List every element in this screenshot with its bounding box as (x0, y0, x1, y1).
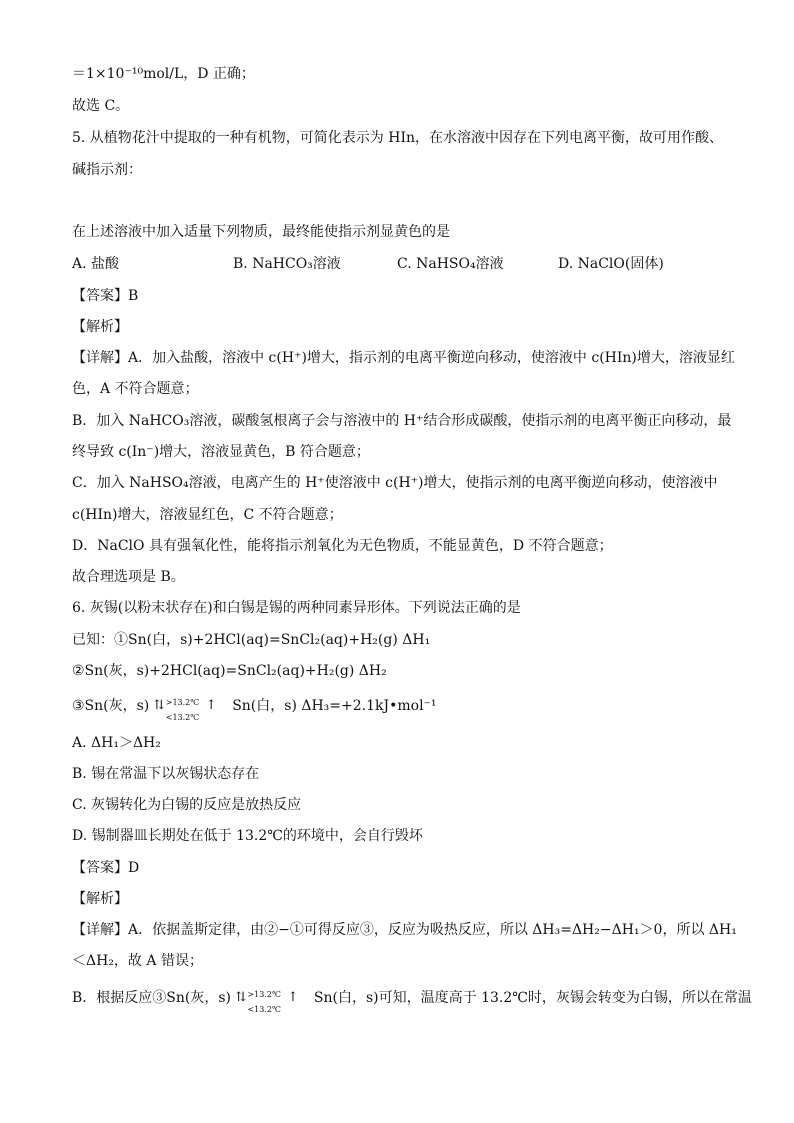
question-6-stem: 6. 灰锡(以粉末状存在)和白锡是锡的两种同素异形体。下列说法正确的是 (72, 600, 521, 616)
equation-3-left: ③Sn(灰，s) (72, 698, 150, 714)
equation-3-right: Sn(白，s) ΔH₃=+2.1kJ•mol⁻¹ (232, 698, 437, 714)
option-b: B. NaHCO₃溶液 (233, 256, 341, 272)
text-line: D．NaClO 具有强氧化性，能将指示剂氧化为无色物质，不能显黄色，D 不符合题意； (72, 538, 613, 554)
analysis-label: 【解析】 (72, 319, 128, 335)
text-right: Sn(白，s)可知，温度高于 13.2℃时，灰锡会转变为白锡，所以在常温 (313, 990, 752, 1006)
text-line: 碱指示剂： (72, 162, 142, 178)
text-left: B．根据反应③Sn(灰，s) (72, 990, 232, 1006)
option-c: C. 灰锡转化为白锡的反应是放热反应 (72, 797, 302, 813)
text-line (72, 988, 752, 1014)
text-line: c(HIn)增大，溶液显红色，C 不符合题意； (72, 507, 343, 523)
equilibrium-arrow-icon: ⇅ >13.2℃ <13.2℃ ↑ (154, 696, 228, 716)
arrow-bottom-condition: <13.2℃ (165, 713, 200, 722)
arrow-top-condition: >13.2℃ (165, 698, 200, 707)
text-line: 色，A 不符合题意； (72, 381, 199, 397)
option-a: A. 盐酸 (72, 256, 120, 272)
text-line: 故选 C。 (72, 98, 130, 114)
question-5-options (72, 254, 722, 274)
option-d: D. NaClO(固体) (558, 256, 664, 272)
option-c: C. NaHSO₄溶液 (397, 256, 504, 272)
text-line: B．加入 NaHCO₃溶液，碳酸氢根离子会与溶液中的 H⁺结合形成碳酸，使指示剂的电离平衡正向移动，最 (72, 413, 732, 429)
analysis-label: 【解析】 (72, 891, 128, 907)
text-line: 在上述溶液中加入适量下列物质，最终能使指示剂显黄色的是 (72, 224, 450, 240)
question-5-stem: 5. 从植物花汁中提取的一种有机物，可简化表示为 HIn，在水溶液中因存在下列电离平衡，故可用作酸、 (72, 130, 724, 146)
equation-2: ②Sn(灰，s)+2HCl(aq)=SnCl₂(aq)+H₂(g) ΔH₂ (72, 663, 387, 679)
equation-1: 已知：①Sn(白，s)+2HCl(aq)=SnCl₂(aq)+H₂(g) ΔH₁ (72, 632, 431, 648)
text-line: C．加入 NaHSO₄溶液，电离产生的 H⁺使溶液中 c(H⁺)增大，使指示剂的电离平衡逆向移动，使溶液中 (72, 475, 718, 491)
answer-label: 【答案】B (72, 288, 139, 304)
text-line: 【详解】A．加入盐酸，溶液中 c(H⁺)增大，指示剂的电离平衡逆向移动，使溶液中 c(HIn)增大，溶液显红 (72, 350, 735, 366)
text-line: 【详解】A．依据盖斯定律，由②−①可得反应③，反应为吸热反应，所以 ΔH₃=ΔH₂−ΔH₁＞0，所以 ΔH₁ (72, 922, 737, 938)
text-line: 故合理选项是 B。 (72, 569, 185, 585)
option-d: D. 锡制器皿长期处在低于 13.2℃的环境中，会自行毁坏 (72, 828, 423, 844)
arrow-bottom-condition: <13.2℃ (247, 1005, 281, 1014)
option-b: B. 锡在常温下以灰锡状态存在 (72, 766, 260, 782)
arrow-top-condition: >13.2℃ (247, 990, 281, 999)
text-line: ＜ΔH₂，故 A 错误； (72, 953, 203, 969)
equilibrium-arrow-icon: ⇅ >13.2℃ <13.2℃ ↑ (235, 988, 309, 1008)
option-a: A. ΔH₁＞ΔH₂ (72, 735, 161, 751)
answer-label: 【答案】D (72, 860, 140, 876)
text-line: ＝1×10⁻¹⁰mol/L，D 正确； (72, 66, 255, 82)
equation-3 (72, 696, 437, 722)
text-line: 终导致 c(In⁻)增大，溶液显黄色，B 符合题意； (72, 444, 370, 460)
